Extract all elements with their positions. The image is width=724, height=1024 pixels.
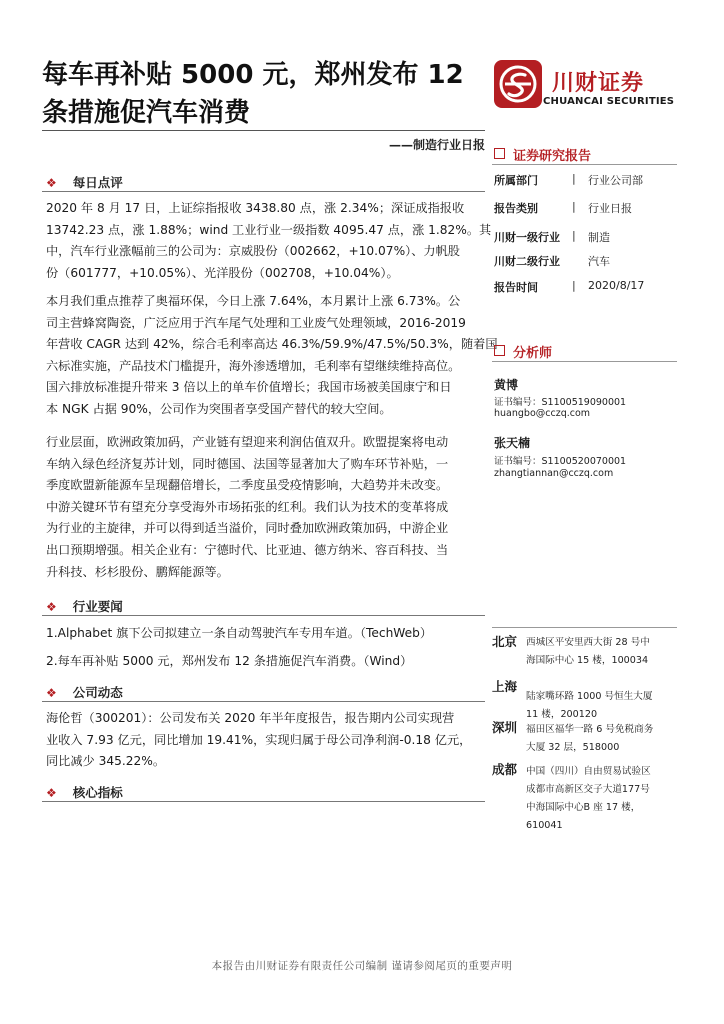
title-divider — [42, 130, 485, 131]
report-title-line-2: 条措施促汽车消费 — [42, 98, 251, 128]
section-divider — [42, 615, 485, 616]
text-line: 六标准实施，产品技术门槛提升，海外渗透增加，毛利率有望继续维持高位。 — [46, 358, 461, 373]
office-address: 福田区福华一路 6 号免税商务 大厦 32 层，518000 — [526, 724, 654, 753]
text-line: 季度欧盟新能源车呈现翻倍增长，二季度虽受疫情影响，大趋势并未改变。 — [46, 478, 449, 493]
office-city: 深圳 — [492, 720, 518, 735]
offices-divider — [492, 627, 677, 628]
report-subtitle: ——制造行业日报 — [388, 138, 485, 152]
text-line: 本月我们重点推荐了奥福环保，今日上涨 7.64%，本月累计上涨 6.73%。公 — [46, 294, 461, 308]
text-line: 中，汽车行业涨幅前三的公司为：京威股份（002662，+10.07%）、力帆股 — [46, 244, 460, 259]
daily-paragraph-3 — [46, 432, 482, 583]
text-line: 同比减少 345.22%。 — [46, 754, 166, 769]
text-line: 行业层面，欧洲政策加码，产业链有望迎来利润估值双升。欧盟提案将电动 — [46, 435, 449, 449]
text-line: 13742.23 点，涨 1.88%；wind 工业行业一级指数 4095.47 点，涨 1.82%。其 — [46, 222, 492, 237]
section-heading-core: ❖ 核心指标 — [46, 785, 123, 800]
brand-name-en: CHUANCAI SECURITIES — [543, 96, 675, 107]
text-line: 中游关键环节有望充分享受海外市场拓张的红利。我们认为技术的变革将成 — [46, 499, 449, 514]
square-bullet-icon — [494, 148, 505, 159]
text-line: 2020 年 8 月 17 日，上证综指报收 3438.80 点，涨 2.34%；深证成指报收 — [46, 201, 465, 215]
office-city: 上海 — [492, 679, 518, 694]
analyst-divider — [492, 361, 677, 362]
analyst-name: 张天楠 — [494, 436, 531, 450]
analyst-name: 黄博 — [494, 378, 519, 392]
section-heading-daily: ❖ 每日点评 — [46, 175, 123, 190]
text-line: 国六排放标准提升带来 3 倍以上的单车价值增长；我国市场被美国康宁和日 — [46, 380, 452, 395]
news-list — [46, 623, 482, 672]
analyst-cert: 证书编号：S1100520070001 — [494, 456, 627, 467]
text-line: 份（601777，+10.05%）、光洋股份（002708，+10.04%）。 — [46, 265, 399, 280]
report-title — [42, 56, 492, 132]
chuancai-logo-icon — [494, 60, 542, 108]
text-line: 年营收 CAGR 达到 42%，综合毛利率高达 46.3%/59.9%/47.5%/50.3%，随着国 — [46, 337, 498, 352]
text-line: 车纳入绿色经济复苏计划，同时德国、法国等显著加大了购车环节补贴，一 — [46, 456, 449, 471]
report-info-heading: 证券研究报告 — [494, 145, 591, 164]
text-line: 本 NGK 占据 90%，公司作为突围者享受国产替代的较大空间。 — [46, 401, 392, 416]
diamond-bullet-icon: ❖ — [46, 600, 57, 614]
analyst-heading: 分析师 — [494, 342, 552, 361]
company-paragraph — [46, 708, 482, 773]
analyst-cert: 证书编号：S1100519090001 — [494, 397, 627, 408]
report-title-line-1: 每车再补贴 5000 元，郑州发布 12 — [42, 60, 464, 90]
section-divider — [42, 801, 485, 802]
office-address: 西城区平安里西大街 28 号中 海国际中心 15 楼，100034 — [526, 637, 650, 666]
section-divider — [42, 191, 485, 192]
text-line: 为行业的主旋律，并可以得到适当溢价，同时叠加欧洲政策加码，中游企业 — [46, 521, 449, 536]
analyst-email[interactable]: zhangtiannan@cczq.com — [494, 468, 614, 479]
daily-paragraph-1 — [46, 198, 492, 284]
news-item: 1.Alphabet 旗下公司拟建立一条自动驾驶汽车专用车道。（TechWeb） — [46, 626, 433, 640]
text-line: 业收入 7.93 亿元，同比增加 19.41%，实现归属于母公司净利润-0.18 亿元， — [46, 732, 472, 747]
office-address: 中国（四川）自由贸易试验区 成都市高新区交子大道177号 中海国际中心B 座 17 楼， 610041 — [526, 766, 651, 831]
office-city: 成都 — [492, 762, 518, 777]
text-line: 出口预期增强。相关企业有：宁德时代、比亚迪、德方纳米、容百科技、当 — [46, 542, 449, 557]
analyst-email[interactable]: huangbo@cczq.com — [494, 408, 591, 419]
section-divider — [42, 701, 485, 702]
section-heading-news: ❖ 行业要闻 — [46, 599, 123, 614]
news-item: 2.每车再补贴 5000 元，郑州发布 12 条措施促汽车消费。（Wind） — [46, 653, 413, 668]
office-address: 陆家嘴环路 1000 号恒生大厦 11 楼，200120 — [526, 691, 653, 720]
diamond-bullet-icon: ❖ — [46, 686, 57, 700]
text-line: 海伦哲（300201）：公司发布关 2020 年半年度报告，报告期内公司实现营 — [46, 711, 455, 725]
text-line: 司主营蜂窝陶瓷，广泛应用于汽车尾气处理和工业废气处理领域，2016-2019 — [46, 315, 466, 330]
section-heading-company: ❖ 公司动态 — [46, 685, 123, 700]
page-footer-disclaimer: 本报告由川财证券有限责任公司编制 谨请参阅尾页的重要声明 — [211, 960, 513, 972]
diamond-bullet-icon: ❖ — [46, 176, 57, 190]
square-bullet-icon — [494, 345, 505, 356]
brand-name-cn: 川财证券 — [552, 71, 645, 96]
report-info-divider — [492, 164, 677, 165]
text-line: 升科技、杉杉股份、鹏辉能源等。 — [46, 564, 229, 579]
diamond-bullet-icon: ❖ — [46, 786, 57, 800]
daily-paragraph-2 — [46, 291, 498, 421]
office-city: 北京 — [492, 634, 518, 649]
